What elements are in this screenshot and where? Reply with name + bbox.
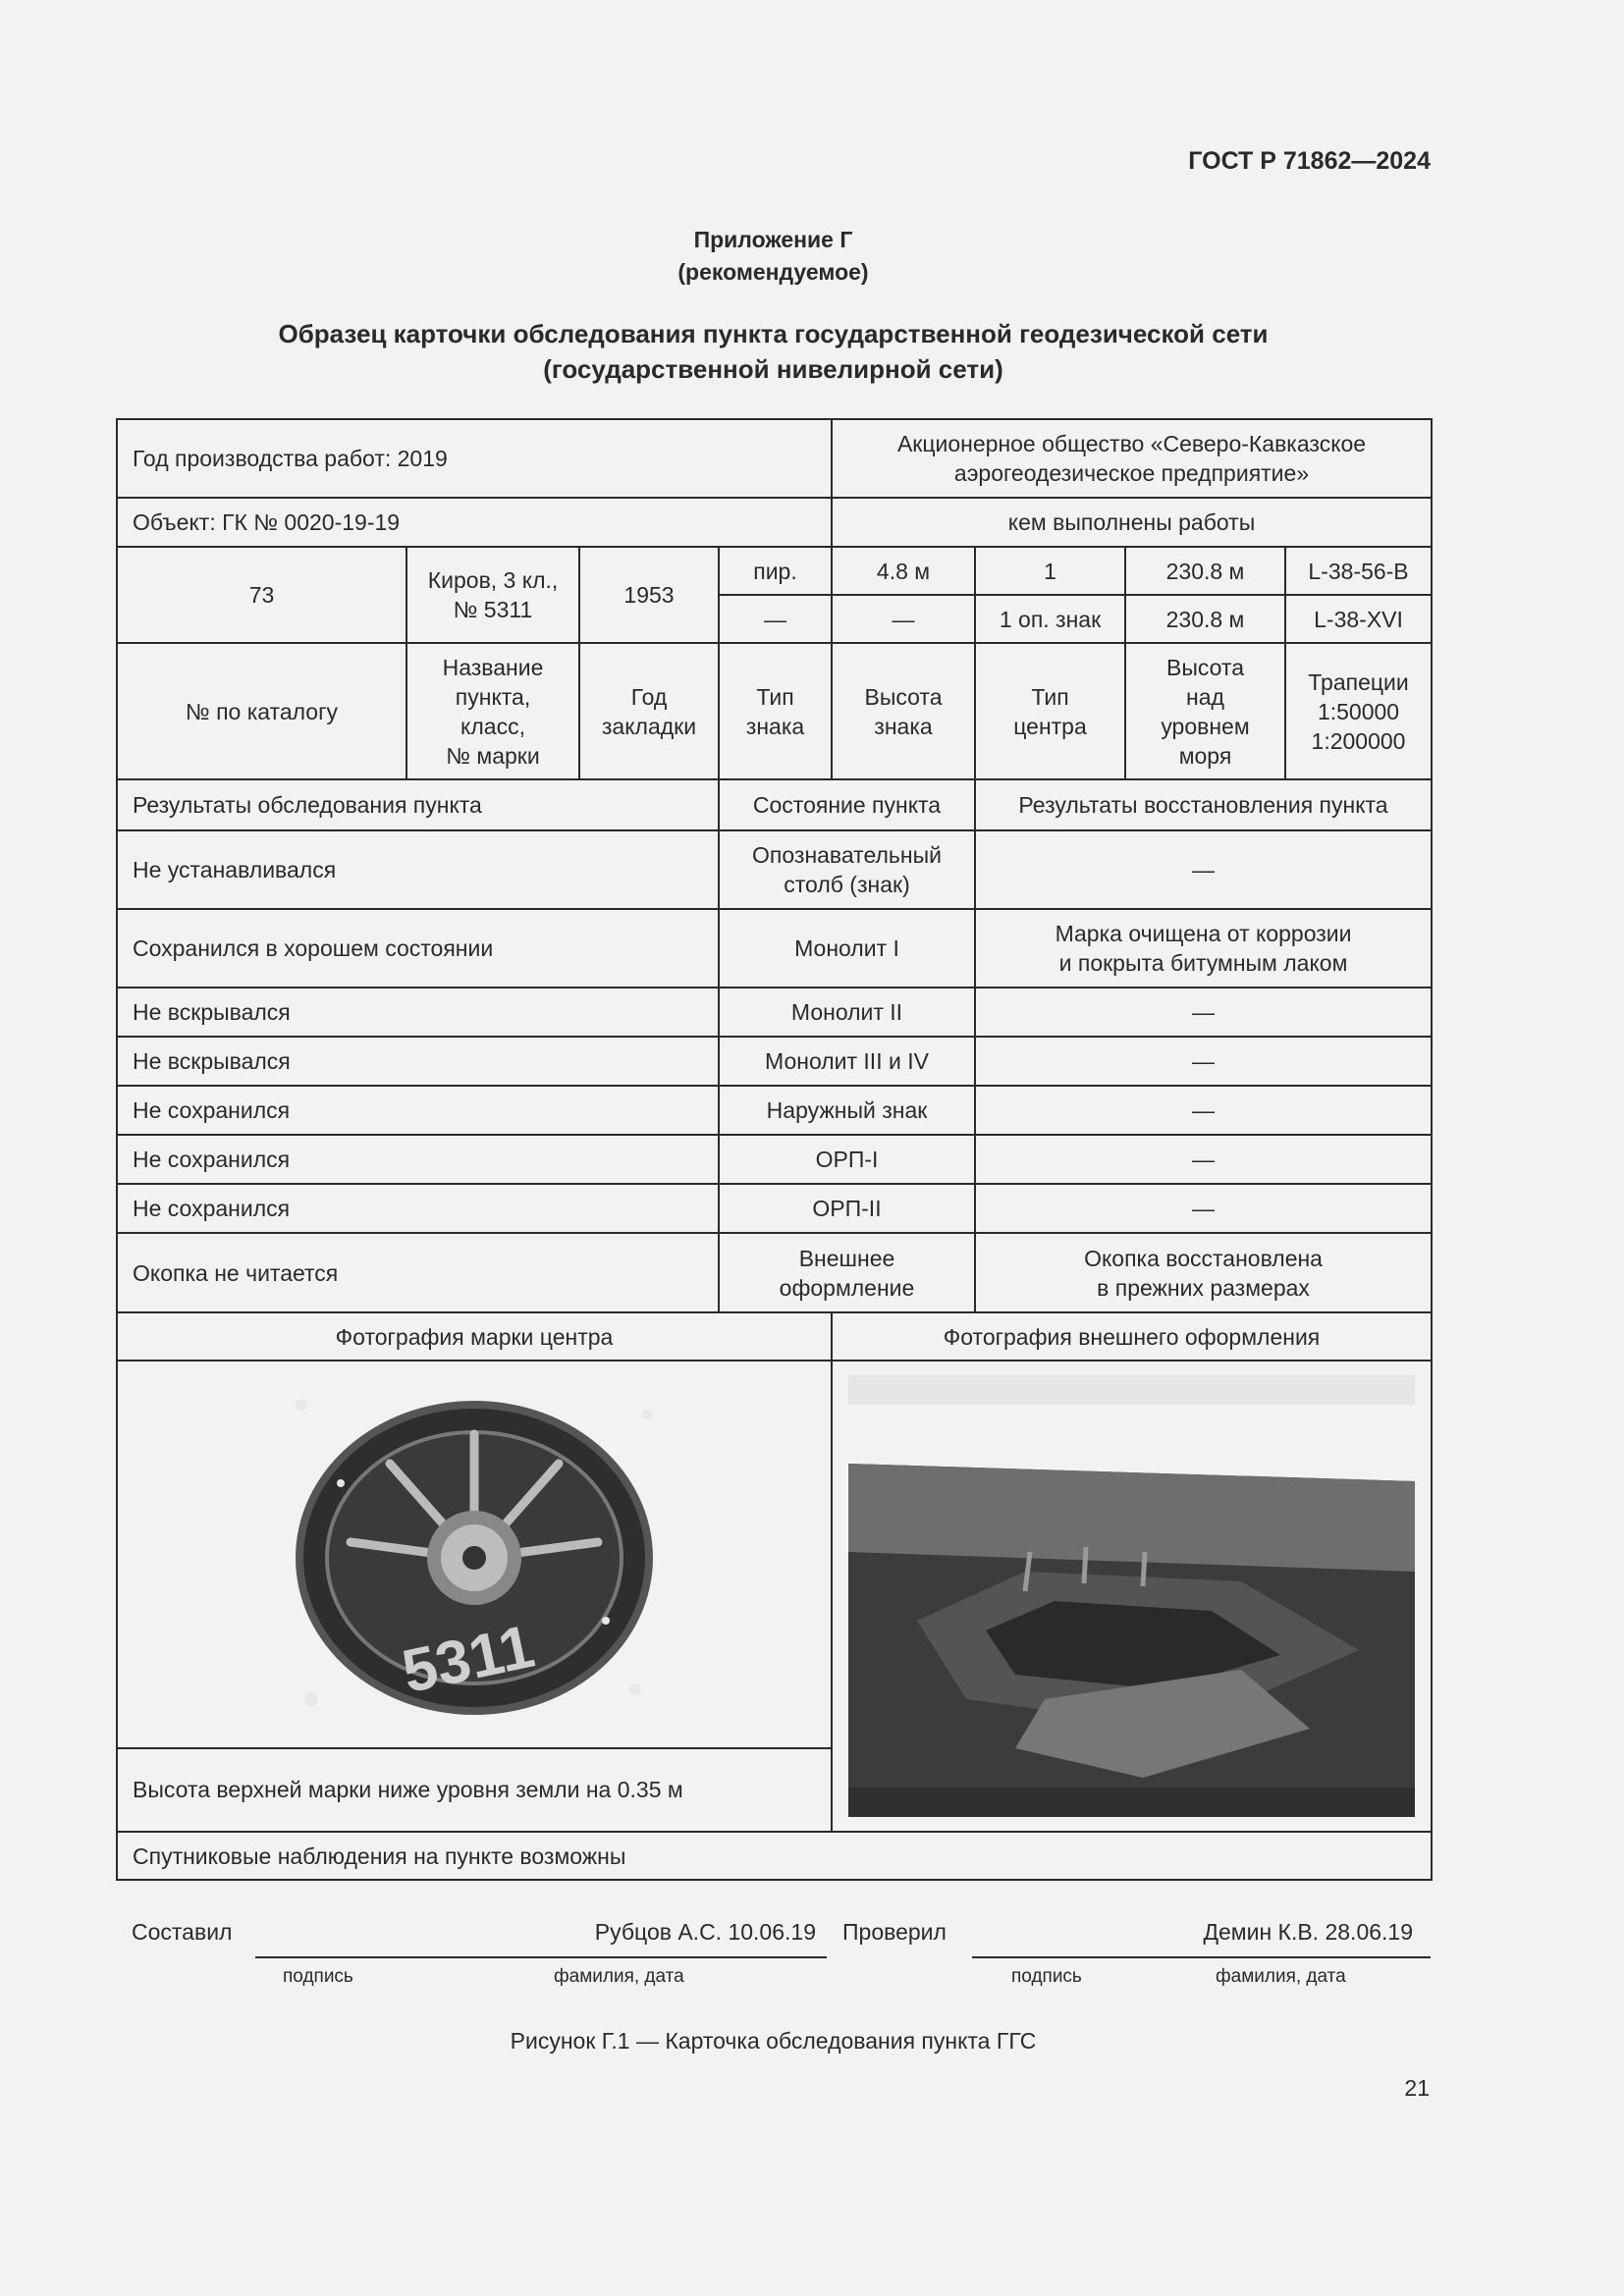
header-center-type-line: Тип [1031,683,1069,710]
table-row [117,1233,1432,1312]
sign-type-2: — [719,595,832,643]
catalog-number: 73 [117,547,406,643]
satellite-note: Спутниковые наблюдения на пункте возможны [117,1832,1432,1880]
organization-line-1: Акционерное общество «Северо-Кавказское [896,431,1367,456]
performed-by-label: кем выполнены работы [832,498,1432,547]
checked-sign-caption: подпись [1011,1966,1082,1987]
restore-cell [975,1233,1432,1312]
survey-card-table [116,418,1433,1881]
header-state: Состояние пункта [719,779,975,830]
state-cell: ОРП-II [719,1184,975,1233]
annex-title: Приложение Г [693,227,853,252]
header-point-name-line: № марки [446,742,540,769]
annex-heading [0,224,1546,289]
compiled-name: Рубцов А.С. 10.06.19 [594,1919,816,1945]
header-point-name-line: класс, [460,713,525,739]
checked-name-caption: фамилия, дата [1216,1966,1346,1987]
table-row [117,1037,1432,1086]
standard-number: ГОСТ Р 71862—2024 [1188,147,1431,175]
elevation-1: 230.8 м [1125,547,1285,595]
title-line-1: Образец карточки обследования пункта государственной геодезической сети [278,319,1269,348]
compiled-name-caption: фамилия, дата [554,1966,684,1987]
state-cell [719,830,975,909]
table-row [117,830,1432,909]
point-name [406,547,579,643]
header-trapezium-line: Трапеции [1308,668,1409,695]
photo-outer-label: Фотография внешнего оформления [832,1312,1432,1361]
header-point-name [406,643,579,779]
trapezium-2: L-38-XVI [1285,595,1432,643]
state-cell: ОРП-I [719,1135,975,1184]
organization [832,419,1432,498]
table-row [117,1184,1432,1233]
compiled-sign-caption: подпись [283,1966,353,1987]
result-cell: Сохранился в хорошем состоянии [117,909,719,988]
state-cell: Монолит II [719,988,975,1037]
sign-type-1: пир. [719,547,832,595]
header-year-laid [579,643,719,779]
trapezium-1: L-38-56-В [1285,547,1432,595]
annex-status: (рекомендуемое) [677,259,869,285]
state-cell: Монолит III и IV [719,1037,975,1086]
photo-outer-cell [832,1361,1432,1832]
restore-cell [975,909,1432,988]
state-cell: Монолит I [719,909,975,988]
header-elevation-line: уровнем [1161,713,1250,739]
state-line: столб (знак) [784,872,910,897]
center-mark-photo [282,1375,667,1729]
restore-line: Марка очищена от коррозии [1055,921,1352,946]
state-line: Опознавательный [752,842,942,868]
state-cell [719,1233,975,1312]
figure-caption: Рисунок Г.1 — Карточка обследования пункта ГГС [510,2028,1037,2054]
restore-cell: — [975,830,1432,909]
result-cell: Не сохранился [117,1135,719,1184]
restore-cell: — [975,1086,1432,1135]
header-trapezium-line: 1:200000 [1311,727,1406,754]
result-cell: Не вскрывался [117,1037,719,1086]
year-laid: 1953 [579,547,719,643]
header-sign-type-line: знака [745,713,805,739]
state-line: оформление [779,1274,915,1301]
mark-height-note: Высота верхней марки ниже уровня земли на 0.35 м [117,1748,832,1832]
header-restoration: Результаты восстановления пункта [975,779,1432,830]
header-point-name-line: пункта, [455,683,531,710]
svg-text:5311: 5311 [396,1612,540,1707]
header-year-line: закладки [601,713,697,739]
header-elevation [1125,643,1285,779]
point-name-line-1: Киров, 3 кл., [427,567,559,593]
header-sign-height [832,643,975,779]
table-row [117,1135,1432,1184]
checked-signature-line [972,1956,1431,1958]
header-year-line: Год [630,683,668,710]
center-type-1: 1 [975,547,1125,595]
header-point-name-line: Название [442,654,544,680]
state-cell: Наружный знак [719,1086,975,1135]
header-trapezium-line: 1:50000 [1317,698,1400,724]
header-elevation-line: моря [1178,742,1232,769]
result-cell: Не сохранился [117,1184,719,1233]
elevation-2: 230.8 м [1125,595,1285,643]
photo-mark-cell [117,1361,832,1748]
document-title [0,316,1546,387]
organization-line-2: аэрогеодезическое предприятие» [953,460,1310,486]
result-cell: Не вскрывался [117,988,719,1037]
point-name-line-2: № 5311 [453,597,533,622]
page-number: 21 [1404,2075,1430,2101]
restore-line: Окопка восстановлена [1084,1245,1323,1271]
result-cell: Не сохранился [117,1086,719,1135]
compiled-signature-line [255,1956,827,1958]
sign-height-2: — [832,595,975,643]
restore-line: в прежних размерах [1097,1274,1310,1301]
checked-name: Демин К.В. 28.06.19 [1203,1919,1413,1945]
header-sign-height-line: Высота [864,683,943,710]
outer-design-photo [848,1375,1415,1817]
header-center-type-line: центра [1013,713,1087,739]
checked-label: Проверил [842,1919,947,1945]
header-trapezium [1285,643,1432,779]
header-sign-type [719,643,832,779]
table-row [117,988,1432,1037]
restore-cell: — [975,988,1432,1037]
title-line-2: (государственной нивелирной сети) [543,354,1003,384]
header-center-type [975,643,1125,779]
table-row [117,909,1432,988]
result-cell: Не устанавливался [117,830,719,909]
header-elevation-line: над [1186,683,1224,710]
header-results: Результаты обследования пункта [117,779,719,830]
work-year: Год производства работ: 2019 [117,419,832,498]
restore-line: и покрыта битумным лаком [1058,950,1348,976]
header-sign-height-line: знака [874,713,933,739]
restore-cell: — [975,1037,1432,1086]
header-sign-type-line: Тип [756,683,794,710]
table-row [117,1086,1432,1135]
header-elevation-line: Высота [1166,654,1244,680]
photo-mark-label: Фотография марки центра [117,1312,832,1361]
result-cell: Окопка не читается [117,1233,719,1312]
object-id: Объект: ГК № 0020-19-19 [117,498,832,547]
compiled-label: Составил [132,1919,233,1945]
sign-height-1: 4.8 м [832,547,975,595]
restore-cell: — [975,1184,1432,1233]
header-catalog: № по каталогу [117,643,406,779]
restore-cell: — [975,1135,1432,1184]
signature-block [116,1919,1431,1998]
state-line: Внешнее [798,1245,895,1271]
center-type-2: 1 оп. знак [975,595,1125,643]
